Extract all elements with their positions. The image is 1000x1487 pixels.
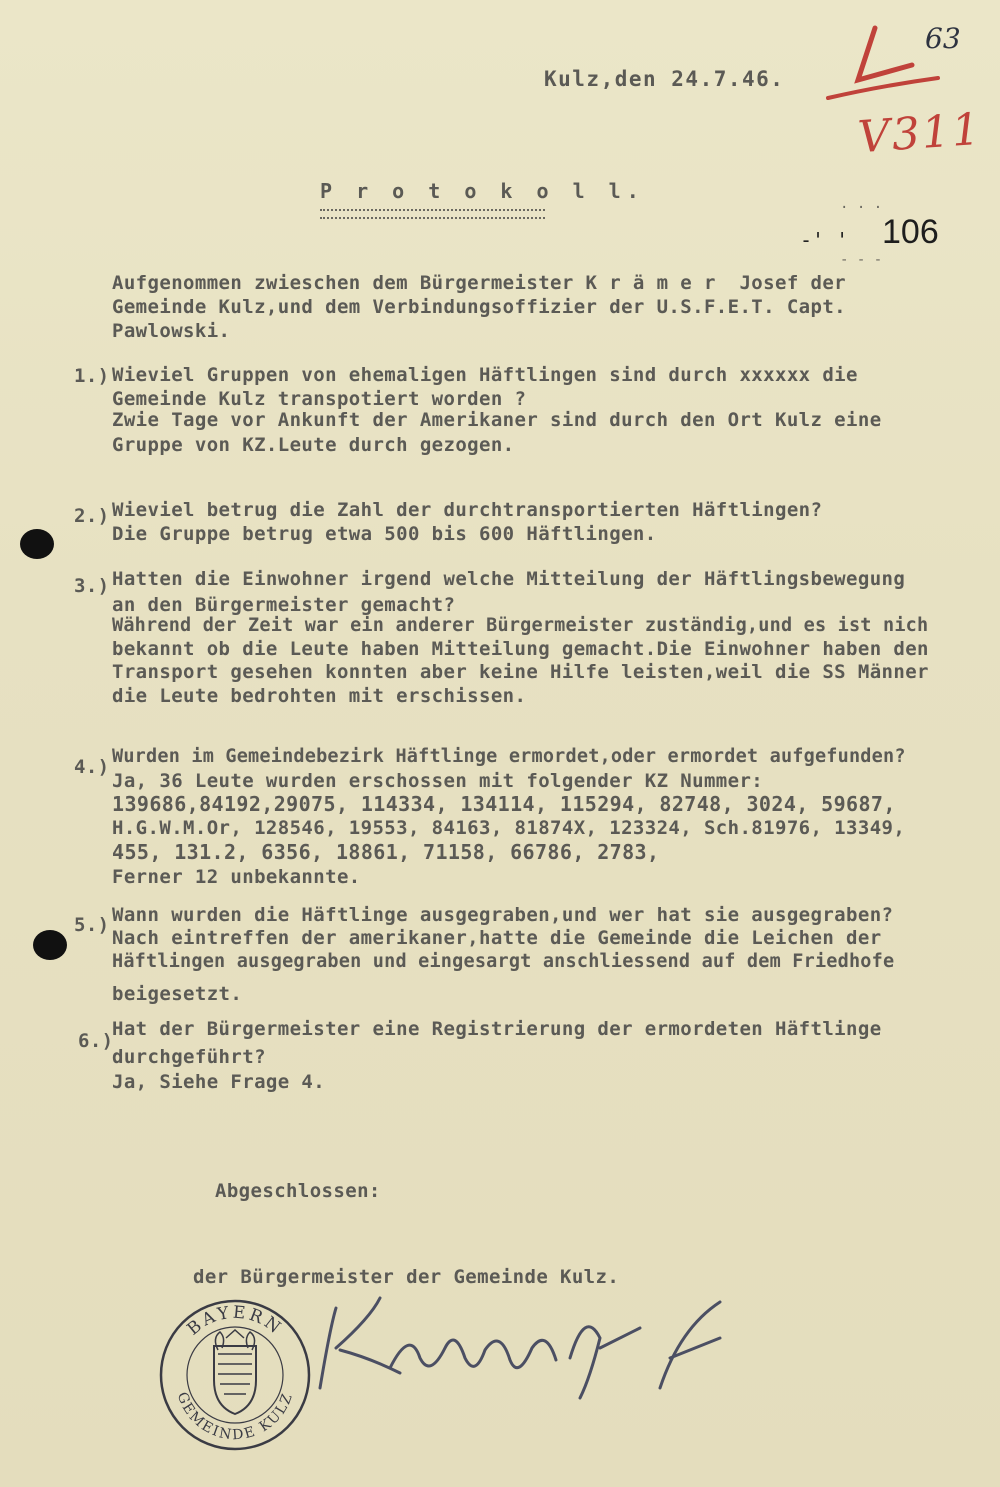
answer-line: Transport gesehen konnten aber keine Hilfe leisten,weil die SS Männer	[112, 661, 929, 683]
answer-line: die Leute bedrohten mit erschissen.	[112, 685, 527, 707]
question-line: Wieviel Gruppen von ehemaligen Häftlingen sind durch xxxxxx die	[112, 364, 858, 386]
page-title: P r o t o k o l l.	[320, 179, 645, 203]
answer-line: beigesetzt.	[112, 983, 243, 1005]
intro-line: Gemeinde Kulz,und dem Verbindungsoffizier der U.S.F.E.T. Capt.	[112, 296, 847, 318]
dotted-marks: - - -	[840, 252, 883, 268]
punch-hole-bottom	[33, 930, 67, 960]
svg-text:BAYERN	[183, 1303, 286, 1340]
handwritten-signature	[300, 1288, 740, 1408]
item-number: 4.)	[74, 756, 110, 778]
answer-line: Ja, 36 Leute wurden erschossen mit folgender KZ Nummer:	[112, 770, 764, 792]
answer-line: Gruppe von KZ.Leute durch gezogen.	[112, 434, 515, 456]
answer-line: Die Gruppe betrug etwa 500 bis 600 Häftlingen.	[112, 523, 657, 545]
answer-line: Ferner 12 unbekannte.	[112, 866, 361, 888]
question-line: an den Bürgermeister gemacht?	[112, 594, 456, 616]
item-number: 3.)	[74, 575, 110, 597]
dotted-marks: . . .	[840, 196, 883, 212]
answer-line: bekannt ob die Leute haben Mitteilung gemacht.Die Einwohner haben den	[112, 638, 929, 660]
answer-line: Ja, Siehe Frage 4.	[112, 1071, 326, 1093]
signature-line: der Bürgermeister der Gemeinde Kulz.	[193, 1266, 620, 1288]
prisoner-numbers: H.G.W.M.Or, 128546, 19553, 84163, 81874X, 123324, Sch.81976, 13349,	[112, 817, 906, 839]
answer-line: Zwie Tage vor Ankunft der Amerikaner sind durch den Ort Kulz eine	[112, 409, 882, 431]
seal-bottom-text: GEMEINDE KULZ	[173, 1390, 297, 1444]
seal-top-text: BAYERN	[183, 1302, 287, 1340]
question-line: Wurden im Gemeindebezirk Häftlinge ermordet,oder ermordet aufgefunden?	[112, 746, 906, 767]
municipal-seal	[156, 1298, 314, 1452]
red-reference: V311	[856, 103, 984, 164]
place-date: Kulz,den 24.7.46.	[544, 67, 785, 91]
document-number: 106	[882, 213, 939, 251]
item-number: 1.)	[74, 365, 110, 387]
intro-line: Aufgenommen zwieschen dem Bürgermeister K r ä m e r Josef der	[112, 272, 847, 294]
question-line: Gemeinde Kulz transpotiert worden ?	[112, 388, 527, 410]
dotted-marks: -' '	[800, 228, 849, 252]
question-line: durchgeführt?	[112, 1046, 266, 1068]
question-line: Hatten die Einwohner irgend welche Mitteilung der Häftlingsbewegung	[112, 568, 906, 590]
item-number: 6.)	[78, 1030, 114, 1052]
pencil-page-number: 63	[925, 22, 961, 55]
intro-line: Pawlowski.	[112, 320, 231, 342]
punch-hole-top	[20, 529, 54, 559]
answer-line: Nach eintreffen der amerikaner,hatte die Gemeinde die Leichen der	[112, 927, 882, 949]
answer-line: Während der Zeit war ein anderer Bürgermeister zuständig,und es ist nich	[112, 615, 929, 636]
prisoner-numbers: 139686,84192,29075, 114334, 134114, 115294, 82748, 3024, 59687,	[112, 792, 896, 816]
closing-label: Abgeschlossen:	[215, 1180, 381, 1202]
question-line: Hat der Bürgermeister eine Registrierung der ermordeten Häftlinge	[112, 1018, 882, 1040]
item-number: 2.)	[74, 505, 110, 527]
question-line: Wann wurden die Häftlinge ausgegraben,und wer hat sie ausgegraben?	[112, 904, 894, 926]
prisoner-numbers: 455, 131.2, 6356, 18861, 71158, 66786, 2783,	[112, 840, 660, 864]
question-line: Wieviel betrug die Zahl der durchtransportierten Häftlingen?	[112, 499, 823, 521]
title-underline	[320, 209, 545, 219]
item-number: 5.)	[74, 914, 110, 936]
answer-line: Häftlingen ausgegraben und eingesargt anschliessend auf dem Friedhofe	[112, 951, 895, 972]
